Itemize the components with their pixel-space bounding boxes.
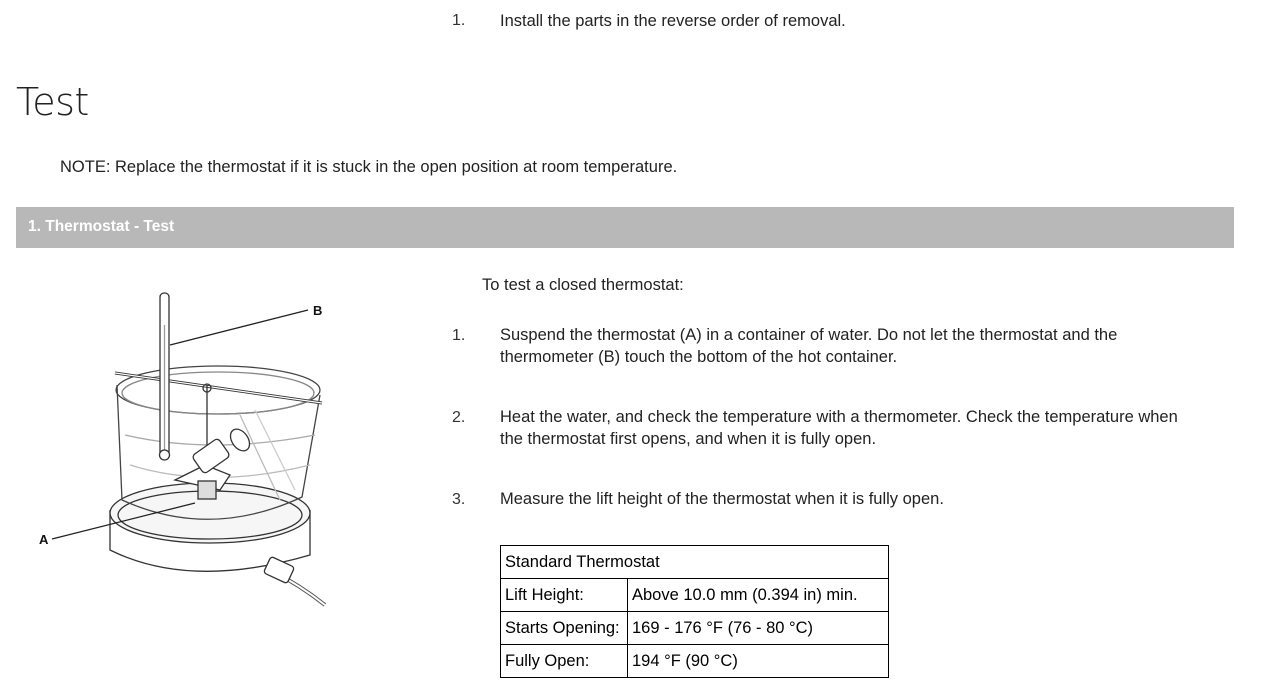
table-row — [501, 579, 889, 612]
table-row — [501, 612, 889, 645]
row-label: Lift Height: — [501, 579, 628, 612]
step-number: 1. — [452, 12, 466, 29]
page-title: Test — [16, 80, 89, 124]
thermostat-test-illustration — [30, 285, 350, 615]
row-value: 194 °F (90 °C) — [628, 645, 889, 678]
row-label: Starts Opening: — [501, 612, 628, 645]
step-line: Suspend the thermostat (A) in a container of water. Do not let the thermostat and the — [500, 326, 1118, 344]
table-row — [501, 645, 889, 678]
table-header: Standard Thermostat — [501, 546, 889, 579]
row-value: Above 10.0 mm (0.394 in) min. — [628, 579, 889, 612]
step-number: 1. — [452, 327, 466, 344]
note-text: NOTE: Replace the thermostat if it is stuck in the open position at room temperature. — [60, 158, 678, 176]
step-text — [500, 488, 944, 510]
section-title: 1. Thermostat - Test — [28, 218, 175, 235]
step-text — [500, 406, 1178, 450]
step-line: thermometer (B) touch the bottom of the hot container. — [500, 348, 898, 366]
step-text: Install the parts in the reverse order of removal. — [500, 12, 846, 30]
step-line: the thermostat first opens, and when it is fully open. — [500, 430, 877, 448]
step-line: Heat the water, and check the temperature with a thermometer. Check the temperature when — [500, 408, 1178, 426]
table-header-row — [501, 546, 889, 579]
section-header — [16, 207, 1234, 248]
step-number: 3. — [452, 491, 466, 508]
step-number: 2. — [452, 409, 466, 426]
step-line: Measure the lift height of the thermostat when it is fully open. — [500, 490, 944, 508]
intro-text: To test a closed thermostat: — [482, 276, 684, 294]
spec-table — [500, 545, 889, 678]
label-a: A — [39, 532, 49, 547]
step-text — [500, 324, 1117, 368]
row-label: Fully Open: — [501, 645, 628, 678]
label-b: B — [313, 303, 323, 318]
row-value: 169 - 176 °F (76 - 80 °C) — [628, 612, 889, 645]
